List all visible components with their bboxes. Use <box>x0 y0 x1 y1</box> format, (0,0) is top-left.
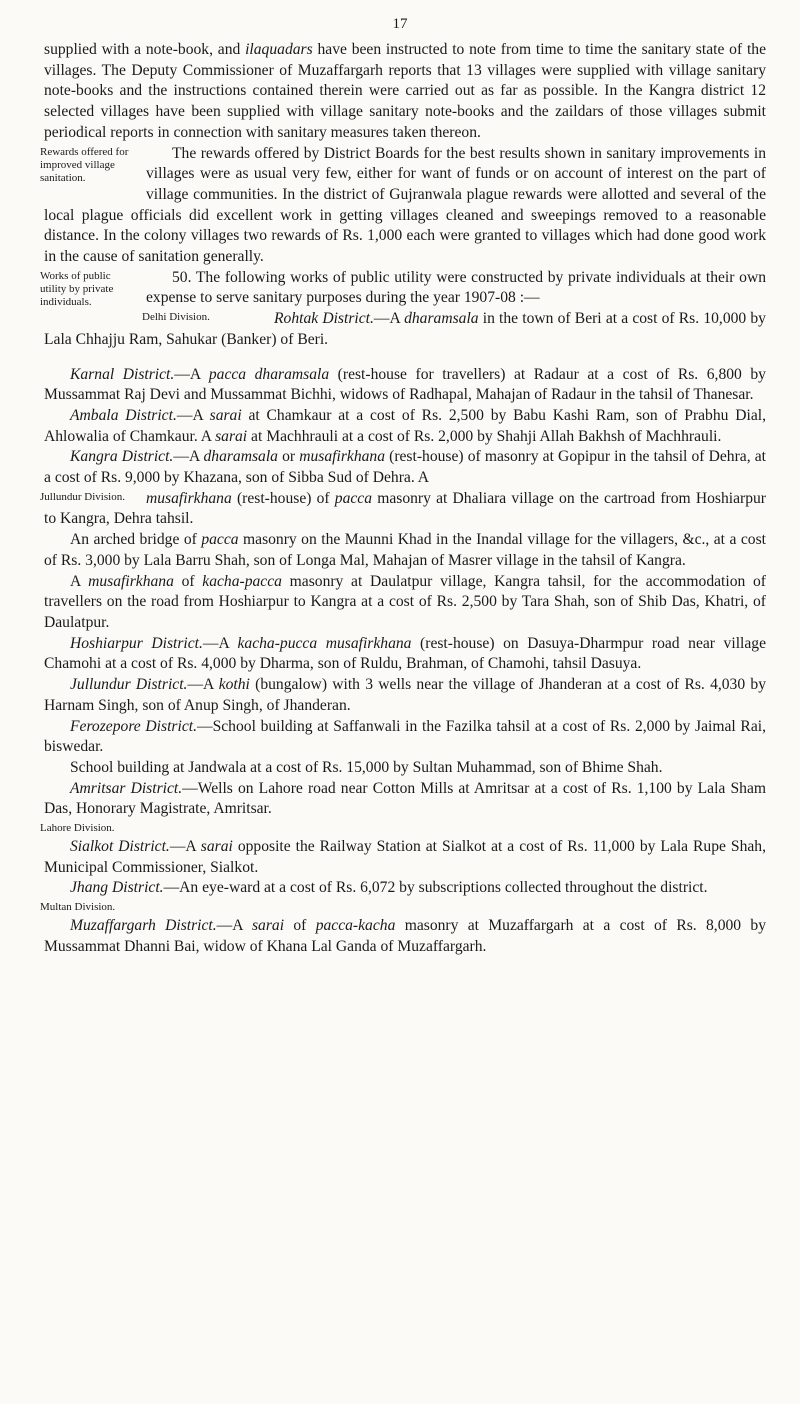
margin-note: Rewards offered for improved village sanitation. <box>40 145 129 184</box>
paragraph: Ferozepore District.—School building at Saffanwali in the Fazilka tahsil at a cost of Rs. 2,000 by Jaimal Rai, biswedar. <box>44 717 766 756</box>
margin-note: Delhi Division. <box>142 311 210 324</box>
document-body <box>40 40 767 958</box>
paragraph: Karnal District.—A pacca dharamsala (rest-house for travellers) at Radaur at a cost of Rs. 6,800 by Mussammat Raj Devi and Mussammat Bichhi, widows of Radhapal, Mahajan of Radaur in the tahsil of Thanesar. <box>44 365 766 404</box>
district-heading: Jullundur District. <box>70 676 188 694</box>
paragraph: supplied with a note-book, and ilaquadars have been instructed to note from time to time the sanitary state of the villages. The Deputy Commissioner of Muzaffargarh reports that 13 villages were supplied with village sanitary note-books and the instructions contained therein were carried out as far as possible. In the Kangra district 12 selected villages have been supplied with village sanitary note-books and the zaildars of those villages submit periodical reports in connection with sanitary measures taken thereon. <box>44 41 766 141</box>
district-heading: Muzaffargarh District. <box>70 917 217 935</box>
paragraph: Works of public utility by private individuals. 50. The following works of public utility were constructed by private individuals at their own expense to serve sanitary purposes during the year 1907-08 :— <box>40 268 766 308</box>
paragraph: Jhang District.—An eye-ward at a cost of Rs. 6,072 by subscriptions collected throughout the district. Multan Division. <box>40 879 708 914</box>
paragraph: Ambala District.—A sarai at Chamkaur at a cost of Rs. 2,500 by Babu Kashi Ram, son of Prabhu Dial, Ahlowalia of Chamkaur. A sarai at Machhrauli at a cost of Rs. 2,000 by Shahji Allah Bakhsh of Machhrauli. <box>44 406 766 445</box>
paragraph: Kangra District.—A dharamsala or musafirkhana (rest-house) of masonry at Gopipur in the tahsil of Dehra, at a cost of Rs. 9,000 by Khazana, son of Sibba Sud of Dehra. A Jullundur Division. musafirkhana (rest-house) of pacca masonry at Dhaliara village on the cartroad from Hoshiarpur to Kangra, Dehra tahsil. <box>40 448 766 528</box>
paragraph: Hoshiarpur District.—A kacha-pucca musafirkhana (rest-house) on Dasuya-Dharmpur road near village Chamohi at a cost of Rs. 4,000 by Dharma, son of Ruldu, Brahman, of Chamohi, tahsil Dasuya. <box>44 634 766 673</box>
district-heading: Sialkot District. <box>70 838 170 856</box>
district-heading: Amritsar District. <box>70 779 183 797</box>
district-heading: Ferozepore District. <box>70 717 197 735</box>
district-heading: Rohtak District. <box>274 310 374 328</box>
margin-note: Lahore Division. <box>40 822 115 835</box>
paragraph: An arched bridge of pacca masonry on the Maunni Khad in the Inandal village for the villagers, &c., at a cost of Rs. 3,000 by Lala Barru Shah, son of Longa Mal, Mahajan of Masrer village in the tahsil of Kangra. <box>44 531 766 569</box>
district-heading: Kangra District. <box>70 448 174 466</box>
paragraph: Rewards offered for improved village sanitation. The rewards offered by District Boards for the best results shown in sanitary improvements in villages were as usual very few, either for want of funds or on account of interest on the part of village communities. In the district of Gujranwala plague rewards were allotted and several of the local plague officials did excellent work in getting villages cleaned and sweepings removed to a reasonable distance. In the colony villages two rewards of Rs. 1,000 each were granted to villages which had done good work in the cause of sanitation generally. <box>40 144 766 266</box>
paragraph: A musafirkhana of kacha-pacca masonry at Daulatpur village, Kangra tahsil, for the accommodation of travellers on the road from Hoshiarpur to Kangra at a cost of Rs. 2,500 by Tara Shah, son of Shib Das, Khatri, of Daulatpur. <box>44 572 766 631</box>
district-heading: Jhang District. <box>70 879 164 897</box>
page-number: 17 <box>392 16 408 32</box>
district-heading: Hoshiarpur District. <box>70 634 203 652</box>
paragraph: Muzaffargarh District.—A sarai of pacca-kacha masonry at Muzaffargarh at a cost of Rs. 8,000 by Mussammat Dhanni Bai, widow of Khana Lal Ganda of Muzaffargarh. <box>44 917 767 955</box>
district-heading: Ambala District. <box>70 406 177 424</box>
paragraph: School building at Jandwala at a cost of Rs. 15,000 by Sultan Muhammad, son of Bhime Shah. <box>70 758 663 776</box>
district-heading: Karnal District. <box>70 365 175 383</box>
margin-note: Multan Division. <box>40 901 116 914</box>
margin-note: Jullundur Division. <box>40 490 125 503</box>
paragraph: Delhi Division. Rohtak District.—A dharamsala in the town of Beri at a cost of Rs. 10,000 by Lala Chhajju Ram, Sahukar (Banker) of Beri. <box>44 310 766 348</box>
paragraph: Amritsar District.—Wells on Lahore road near Cotton Mills at Amritsar at a cost of Rs. 1,100 by Lala Sham Das, Honorary Magistrate, Amritsar. Lahore Division. <box>40 779 766 835</box>
margin-note: Works of public utility by private individuals. <box>40 269 114 308</box>
paragraph: Jullundur District.—A kothi (bungalow) with 3 wells near the village of Jhanderan at a cost of Rs. 4,030 by Harnam Singh, son of Anup Singh, of Jhanderan. <box>44 676 766 714</box>
paragraph: Sialkot District.—A sarai opposite the Railway Station at Sialkot at a cost of Rs. 11,000 by Lala Rupe Shah, Municipal Commissioner, Sialkot. <box>44 838 766 876</box>
